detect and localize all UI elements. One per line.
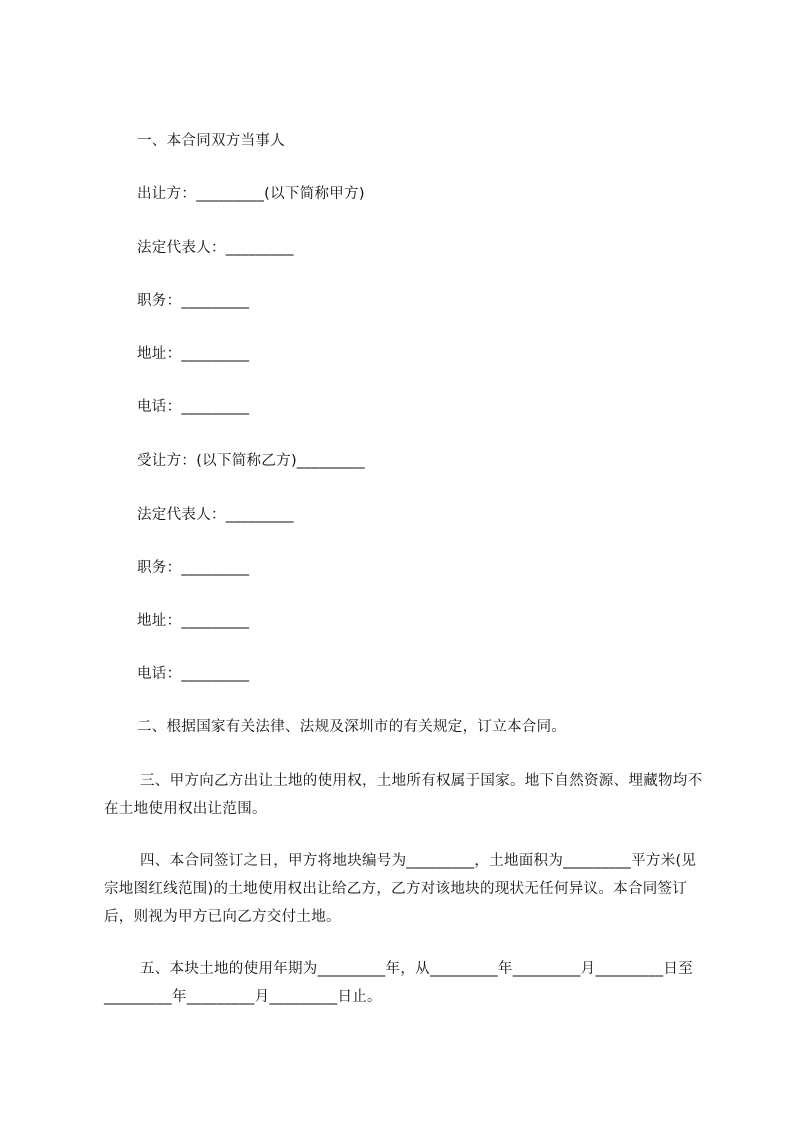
party-a-transferor: 出让方：_________(以下简称甲方): [137, 186, 365, 202]
party-b-phone: 电话：_________: [137, 666, 250, 682]
section-2: 二、根据国家有关法律、法规及深圳市的有关规定，订立本合同。: [137, 719, 567, 735]
section-1-heading: 一、本合同双方当事人: [137, 133, 285, 149]
party-b-transferee: 受让方：(以下简称乙方)_________: [137, 453, 365, 469]
section-4: 四、本合同签订之日，甲方将地块编号为_________，土地面积为_________平方米(见宗地图红线范围)的土地使用权出让给乙方，乙方对该地块的现状无任何异议。本合同签订后，则视为甲方已向乙方交付土地。: [104, 853, 697, 925]
party-a-address: 地址：_________: [137, 346, 250, 362]
section-5: 五、本块土地的使用年期为_________年，从_________年_________月_________日至_________年_________月_________日止。: [104, 961, 693, 1005]
party-a-position: 职务：_________: [137, 293, 250, 309]
party-b-position: 职务：_________: [137, 560, 250, 576]
party-a-phone: 电话：_________: [137, 399, 250, 415]
party-b-legal-rep: 法定代表人：_________: [137, 507, 294, 523]
party-a-legal-rep: 法定代表人：_________: [137, 240, 294, 256]
section-3: 三、甲方向乙方出让土地的使用权，土地所有权属于国家。地下自然资源、埋藏物均不在土地使用权出让范围。: [104, 773, 703, 817]
party-b-address: 地址：_________: [137, 613, 250, 629]
